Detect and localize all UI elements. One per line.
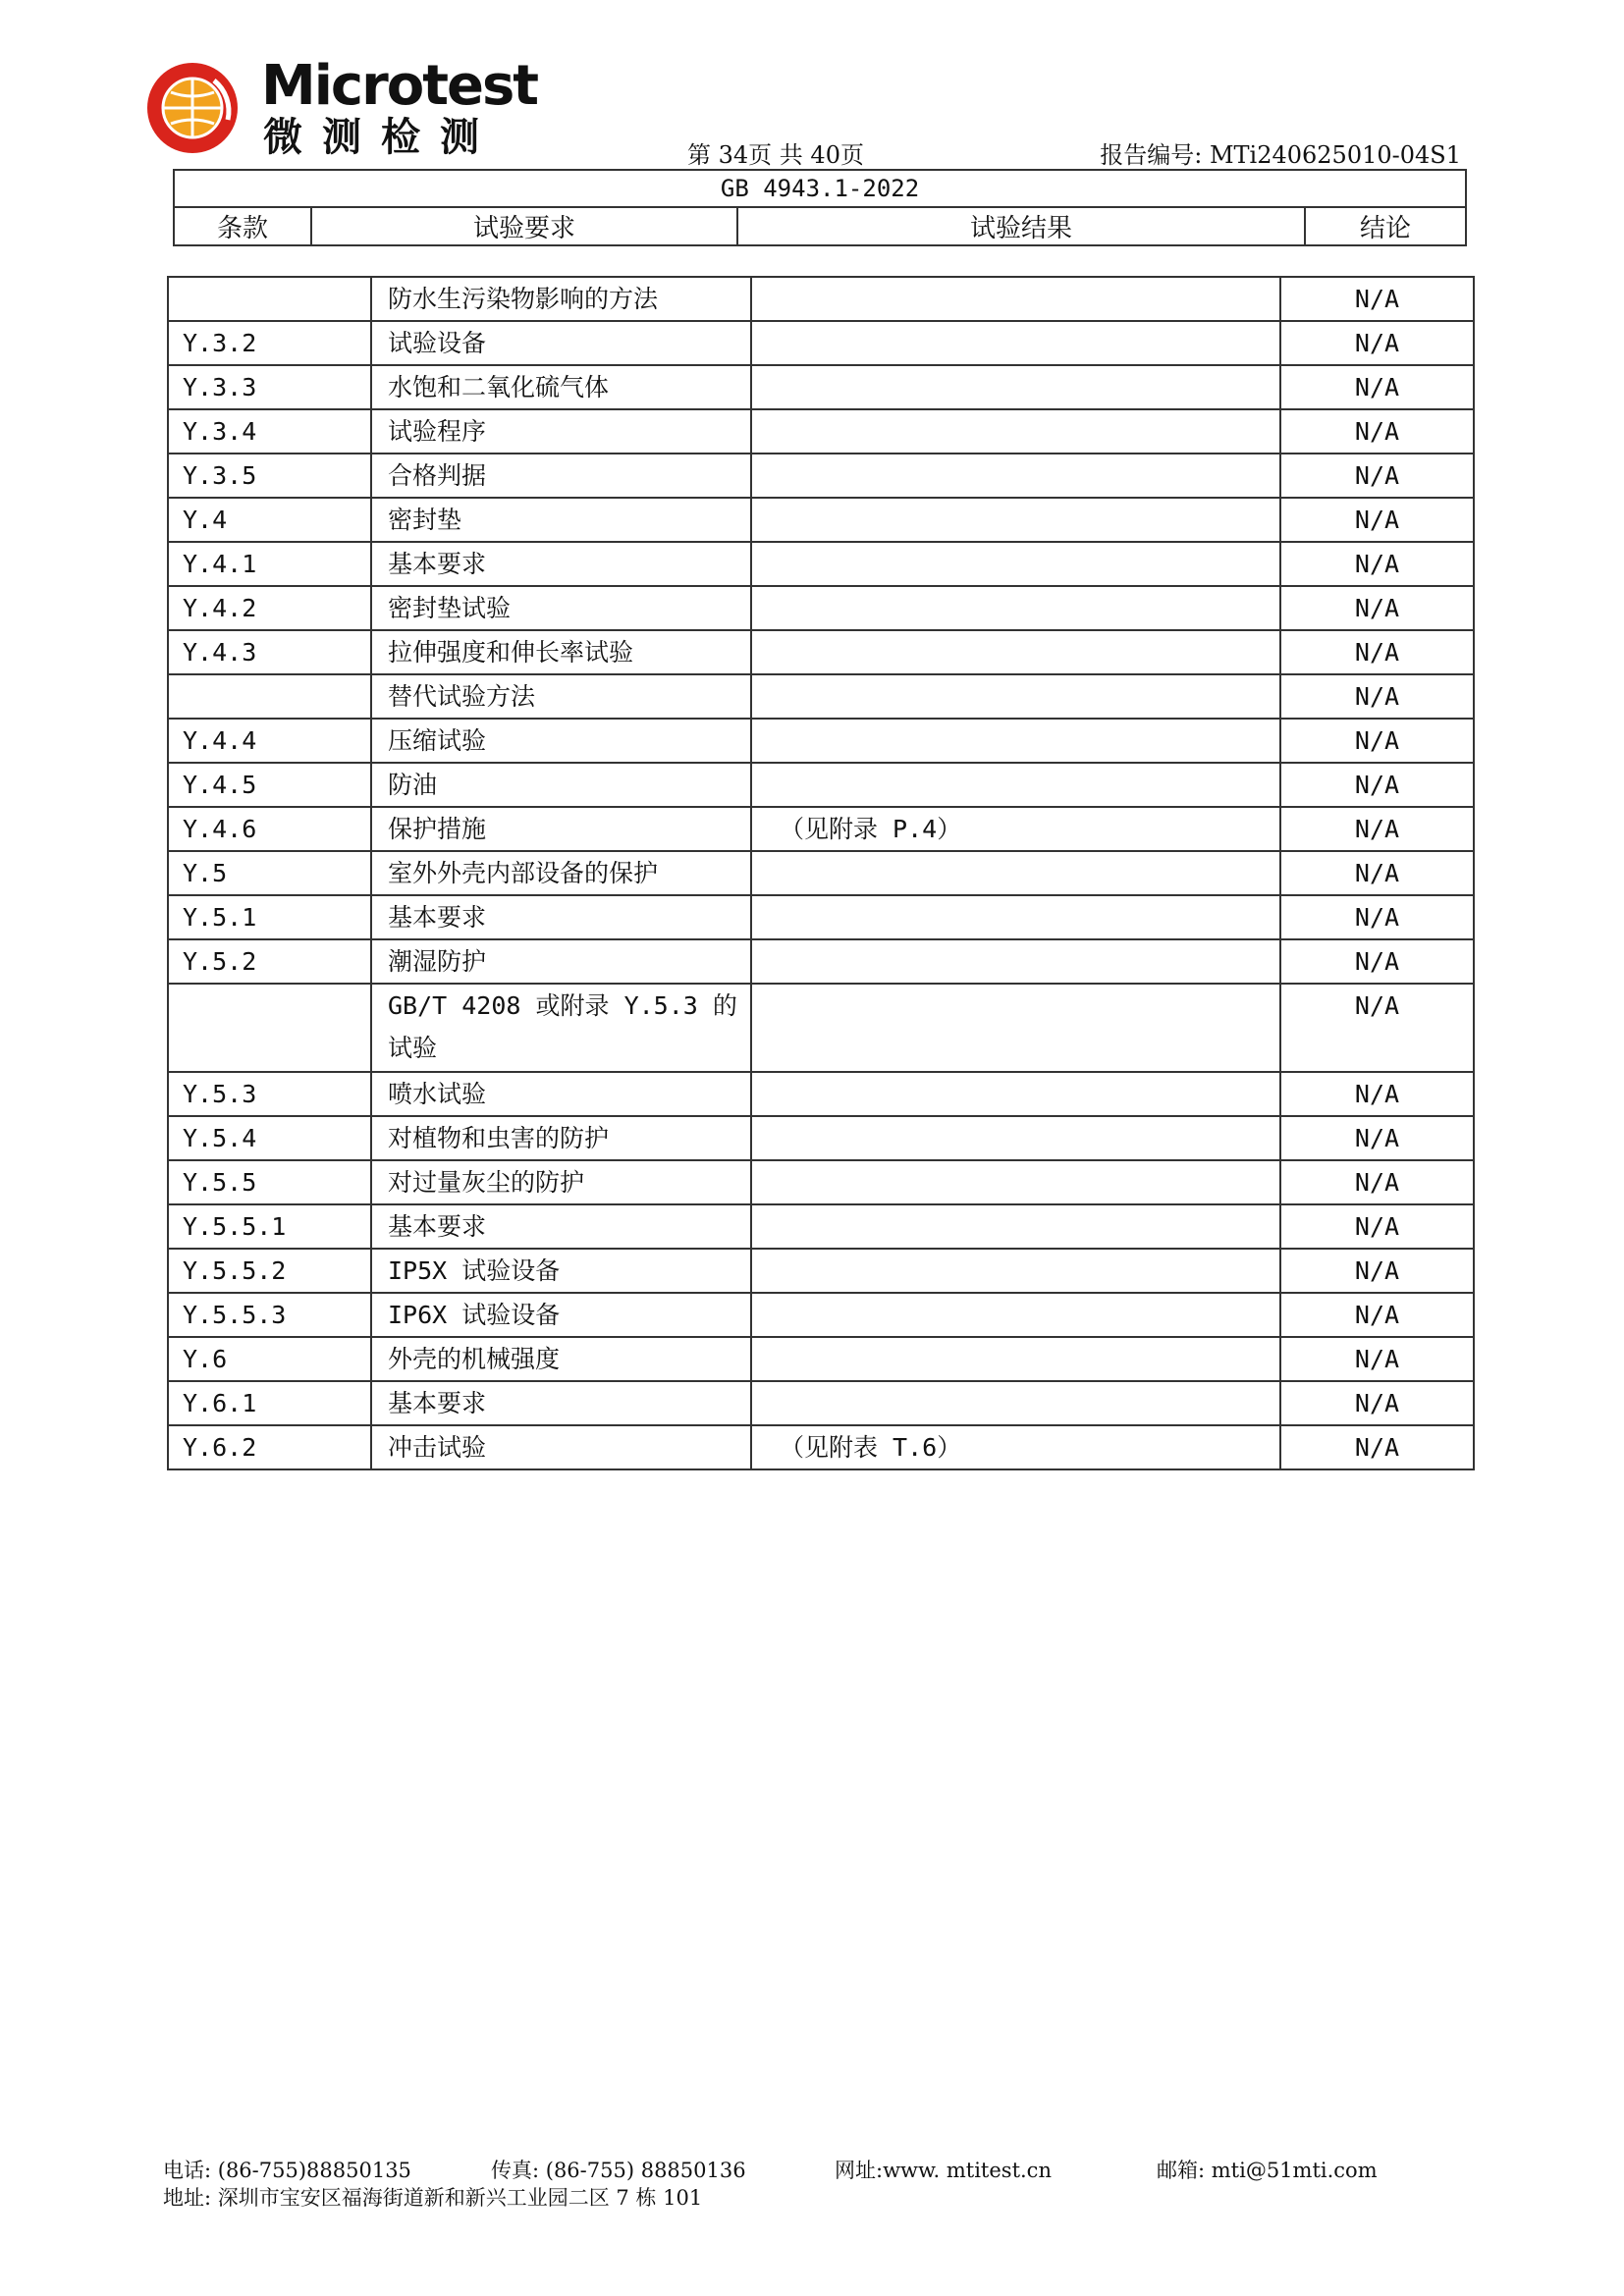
clause-cell: Y.5.5.2: [168, 1249, 371, 1293]
result-cell: [751, 277, 1280, 321]
clause-cell: Y.5.5.1: [168, 1204, 371, 1249]
footer-website: 网址:www. mtitest.cn: [835, 2159, 1052, 2182]
page-info: 第 34页 共 40页: [687, 141, 864, 169]
result-cell: [751, 409, 1280, 454]
result-cell: [751, 674, 1280, 719]
logo-brand-cn: 微测检测: [263, 115, 499, 160]
table-row: [168, 807, 1474, 851]
result-cell: [751, 939, 1280, 984]
column-header-row: [174, 207, 1466, 245]
requirement-cell: 基本要求: [371, 542, 751, 586]
requirement-cell: 压缩试验: [371, 719, 751, 763]
result-cell: [751, 498, 1280, 542]
verdict-cell: N/A: [1280, 365, 1474, 409]
clause-cell: Y.4.4: [168, 719, 371, 763]
verdict-cell: N/A: [1280, 1425, 1474, 1469]
table-row: [168, 763, 1474, 807]
requirement-cell: 基本要求: [371, 1381, 751, 1425]
clause-cell: Y.4: [168, 498, 371, 542]
table-row: [168, 409, 1474, 454]
requirement-line: GB/T 4208 或附录 Y.5.3 的: [388, 991, 737, 1020]
verdict-cell: N/A: [1280, 454, 1474, 498]
clause-cell: Y.4.1: [168, 542, 371, 586]
standard-code: GB 4943.1-2022: [174, 170, 1466, 207]
verdict-cell: N/A: [1280, 719, 1474, 763]
col-verdict-header: 结论: [1305, 207, 1466, 245]
requirement-cell: 冲击试验: [371, 1425, 751, 1469]
table-row: [168, 1116, 1474, 1160]
result-cell: [751, 984, 1280, 1072]
clause-cell: [168, 674, 371, 719]
result-cell: [751, 763, 1280, 807]
requirement-cell: 防油: [371, 763, 751, 807]
requirement-cell: 外壳的机械强度: [371, 1337, 751, 1381]
clause-cell: Y.3.2: [168, 321, 371, 365]
table-row: [168, 630, 1474, 674]
requirement-cell: 潮湿防护: [371, 939, 751, 984]
requirement-cell: IP6X 试验设备: [371, 1293, 751, 1337]
result-cell: [751, 851, 1280, 895]
requirement-cell: 喷水试验: [371, 1072, 751, 1116]
clause-cell: [168, 277, 371, 321]
requirement-cell: 基本要求: [371, 1204, 751, 1249]
clause-cell: Y.5.5.3: [168, 1293, 371, 1337]
table-row: [168, 674, 1474, 719]
col-result-header: 试验结果: [737, 207, 1305, 245]
table-row: [168, 454, 1474, 498]
table-row: [168, 1204, 1474, 1249]
verdict-cell: N/A: [1280, 851, 1474, 895]
clause-cell: Y.5.4: [168, 1116, 371, 1160]
header-table: [173, 169, 1467, 246]
clause-cell: Y.6.2: [168, 1425, 371, 1469]
requirement-cell: 替代试验方法: [371, 674, 751, 719]
result-cell: [751, 1072, 1280, 1116]
company-logo: [145, 55, 538, 161]
table-row: [168, 365, 1474, 409]
clause-cell: Y.5.1: [168, 895, 371, 939]
clause-cell: Y.4.6: [168, 807, 371, 851]
result-cell: [751, 586, 1280, 630]
verdict-cell: N/A: [1280, 1337, 1474, 1381]
verdict-cell: N/A: [1280, 498, 1474, 542]
verdict-cell: N/A: [1280, 409, 1474, 454]
verdict-cell: N/A: [1280, 807, 1474, 851]
table-row: [168, 542, 1474, 586]
table-row: [168, 1072, 1474, 1116]
footer-email: 邮箱: mti@51mti.com: [1157, 2159, 1378, 2182]
table-row: [168, 1337, 1474, 1381]
requirement-cell: 对过量灰尘的防护: [371, 1160, 751, 1204]
clause-cell: Y.4.3: [168, 630, 371, 674]
result-cell: [751, 1160, 1280, 1204]
clause-cell: Y.4.5: [168, 763, 371, 807]
footer-address: 地址: 深圳市宝安区福海街道新和新兴工业园二区 7 栋 101: [163, 2186, 703, 2210]
result-cell: [751, 895, 1280, 939]
clause-cell: Y.5: [168, 851, 371, 895]
result-cell: [751, 542, 1280, 586]
clause-table: [167, 276, 1475, 1470]
result-cell: （见附表 T.6）: [751, 1425, 1280, 1469]
verdict-cell: N/A: [1280, 542, 1474, 586]
report-number: 报告编号: MTi240625010-04S1: [1100, 141, 1461, 169]
result-cell: [751, 365, 1280, 409]
result-cell: [751, 321, 1280, 365]
table-row: [168, 939, 1474, 984]
clause-cell: Y.5.3: [168, 1072, 371, 1116]
clause-cell: Y.3.3: [168, 365, 371, 409]
verdict-cell: N/A: [1280, 1204, 1474, 1249]
result-cell: （见附录 P.4）: [751, 807, 1280, 851]
verdict-cell: N/A: [1280, 586, 1474, 630]
requirement-cell: [371, 984, 751, 1072]
result-cell: [751, 1204, 1280, 1249]
requirement-cell: IP5X 试验设备: [371, 1249, 751, 1293]
standard-row: [174, 170, 1466, 207]
clause-cell: Y.4.2: [168, 586, 371, 630]
table-row: [168, 498, 1474, 542]
verdict-cell: N/A: [1280, 1293, 1474, 1337]
verdict-cell: N/A: [1280, 763, 1474, 807]
requirement-cell: 对植物和虫害的防护: [371, 1116, 751, 1160]
table-row: [168, 984, 1474, 1072]
requirement-cell: 密封垫试验: [371, 586, 751, 630]
verdict-cell: N/A: [1280, 1249, 1474, 1293]
clause-cell: Y.6: [168, 1337, 371, 1381]
result-cell: [751, 1337, 1280, 1381]
requirement-cell: 合格判据: [371, 454, 751, 498]
requirement-cell: 密封垫: [371, 498, 751, 542]
clause-cell: Y.3.5: [168, 454, 371, 498]
table-row: [168, 1160, 1474, 1204]
requirement-cell: 水饱和二氧化硫气体: [371, 365, 751, 409]
result-cell: [751, 630, 1280, 674]
requirement-cell: 拉伸强度和伸长率试验: [371, 630, 751, 674]
result-cell: [751, 719, 1280, 763]
table-row: [168, 1425, 1474, 1469]
table-row: [168, 1293, 1474, 1337]
clause-cell: Y.3.4: [168, 409, 371, 454]
result-cell: [751, 1116, 1280, 1160]
table-row: [168, 321, 1474, 365]
table-row: [168, 719, 1474, 763]
result-cell: [751, 1293, 1280, 1337]
result-cell: [751, 1249, 1280, 1293]
footer-phone: 电话: (86-755)88850135: [163, 2159, 411, 2182]
logo-brand-en: Microtest: [261, 54, 538, 118]
table-row: [168, 277, 1474, 321]
footer-fax: 传真: (86-755) 88850136: [491, 2159, 746, 2182]
table-row: [168, 586, 1474, 630]
verdict-cell: N/A: [1280, 895, 1474, 939]
clause-cell: Y.5.5: [168, 1160, 371, 1204]
col-requirement-header: 试验要求: [311, 207, 737, 245]
requirement-cell: 保护措施: [371, 807, 751, 851]
requirement-cell: 防水生污染物影响的方法: [371, 277, 751, 321]
clause-cell: Y.6.1: [168, 1381, 371, 1425]
table-row: [168, 895, 1474, 939]
verdict-cell: N/A: [1280, 1160, 1474, 1204]
verdict-cell: N/A: [1280, 674, 1474, 719]
requirement-line: 试验: [388, 1034, 438, 1062]
requirement-cell: 基本要求: [371, 895, 751, 939]
verdict-cell: N/A: [1280, 1116, 1474, 1160]
result-cell: [751, 454, 1280, 498]
verdict-cell: N/A: [1280, 1381, 1474, 1425]
col-clause-header: 条款: [174, 207, 311, 245]
requirement-cell: 室外外壳内部设备的保护: [371, 851, 751, 895]
verdict-cell: N/A: [1280, 1072, 1474, 1116]
globe-logo-icon: [145, 61, 240, 155]
verdict-cell: N/A: [1280, 321, 1474, 365]
result-cell: [751, 1381, 1280, 1425]
table-row: [168, 1381, 1474, 1425]
verdict-cell: N/A: [1280, 939, 1474, 984]
verdict-cell: N/A: [1280, 630, 1474, 674]
table-row: [168, 1249, 1474, 1293]
requirement-cell: 试验程序: [371, 409, 751, 454]
table-row: [168, 851, 1474, 895]
verdict-cell: N/A: [1280, 277, 1474, 321]
verdict-cell: N/A: [1280, 984, 1474, 1072]
requirement-cell: 试验设备: [371, 321, 751, 365]
clause-cell: Y.5.2: [168, 939, 371, 984]
clause-cell: [168, 984, 371, 1072]
